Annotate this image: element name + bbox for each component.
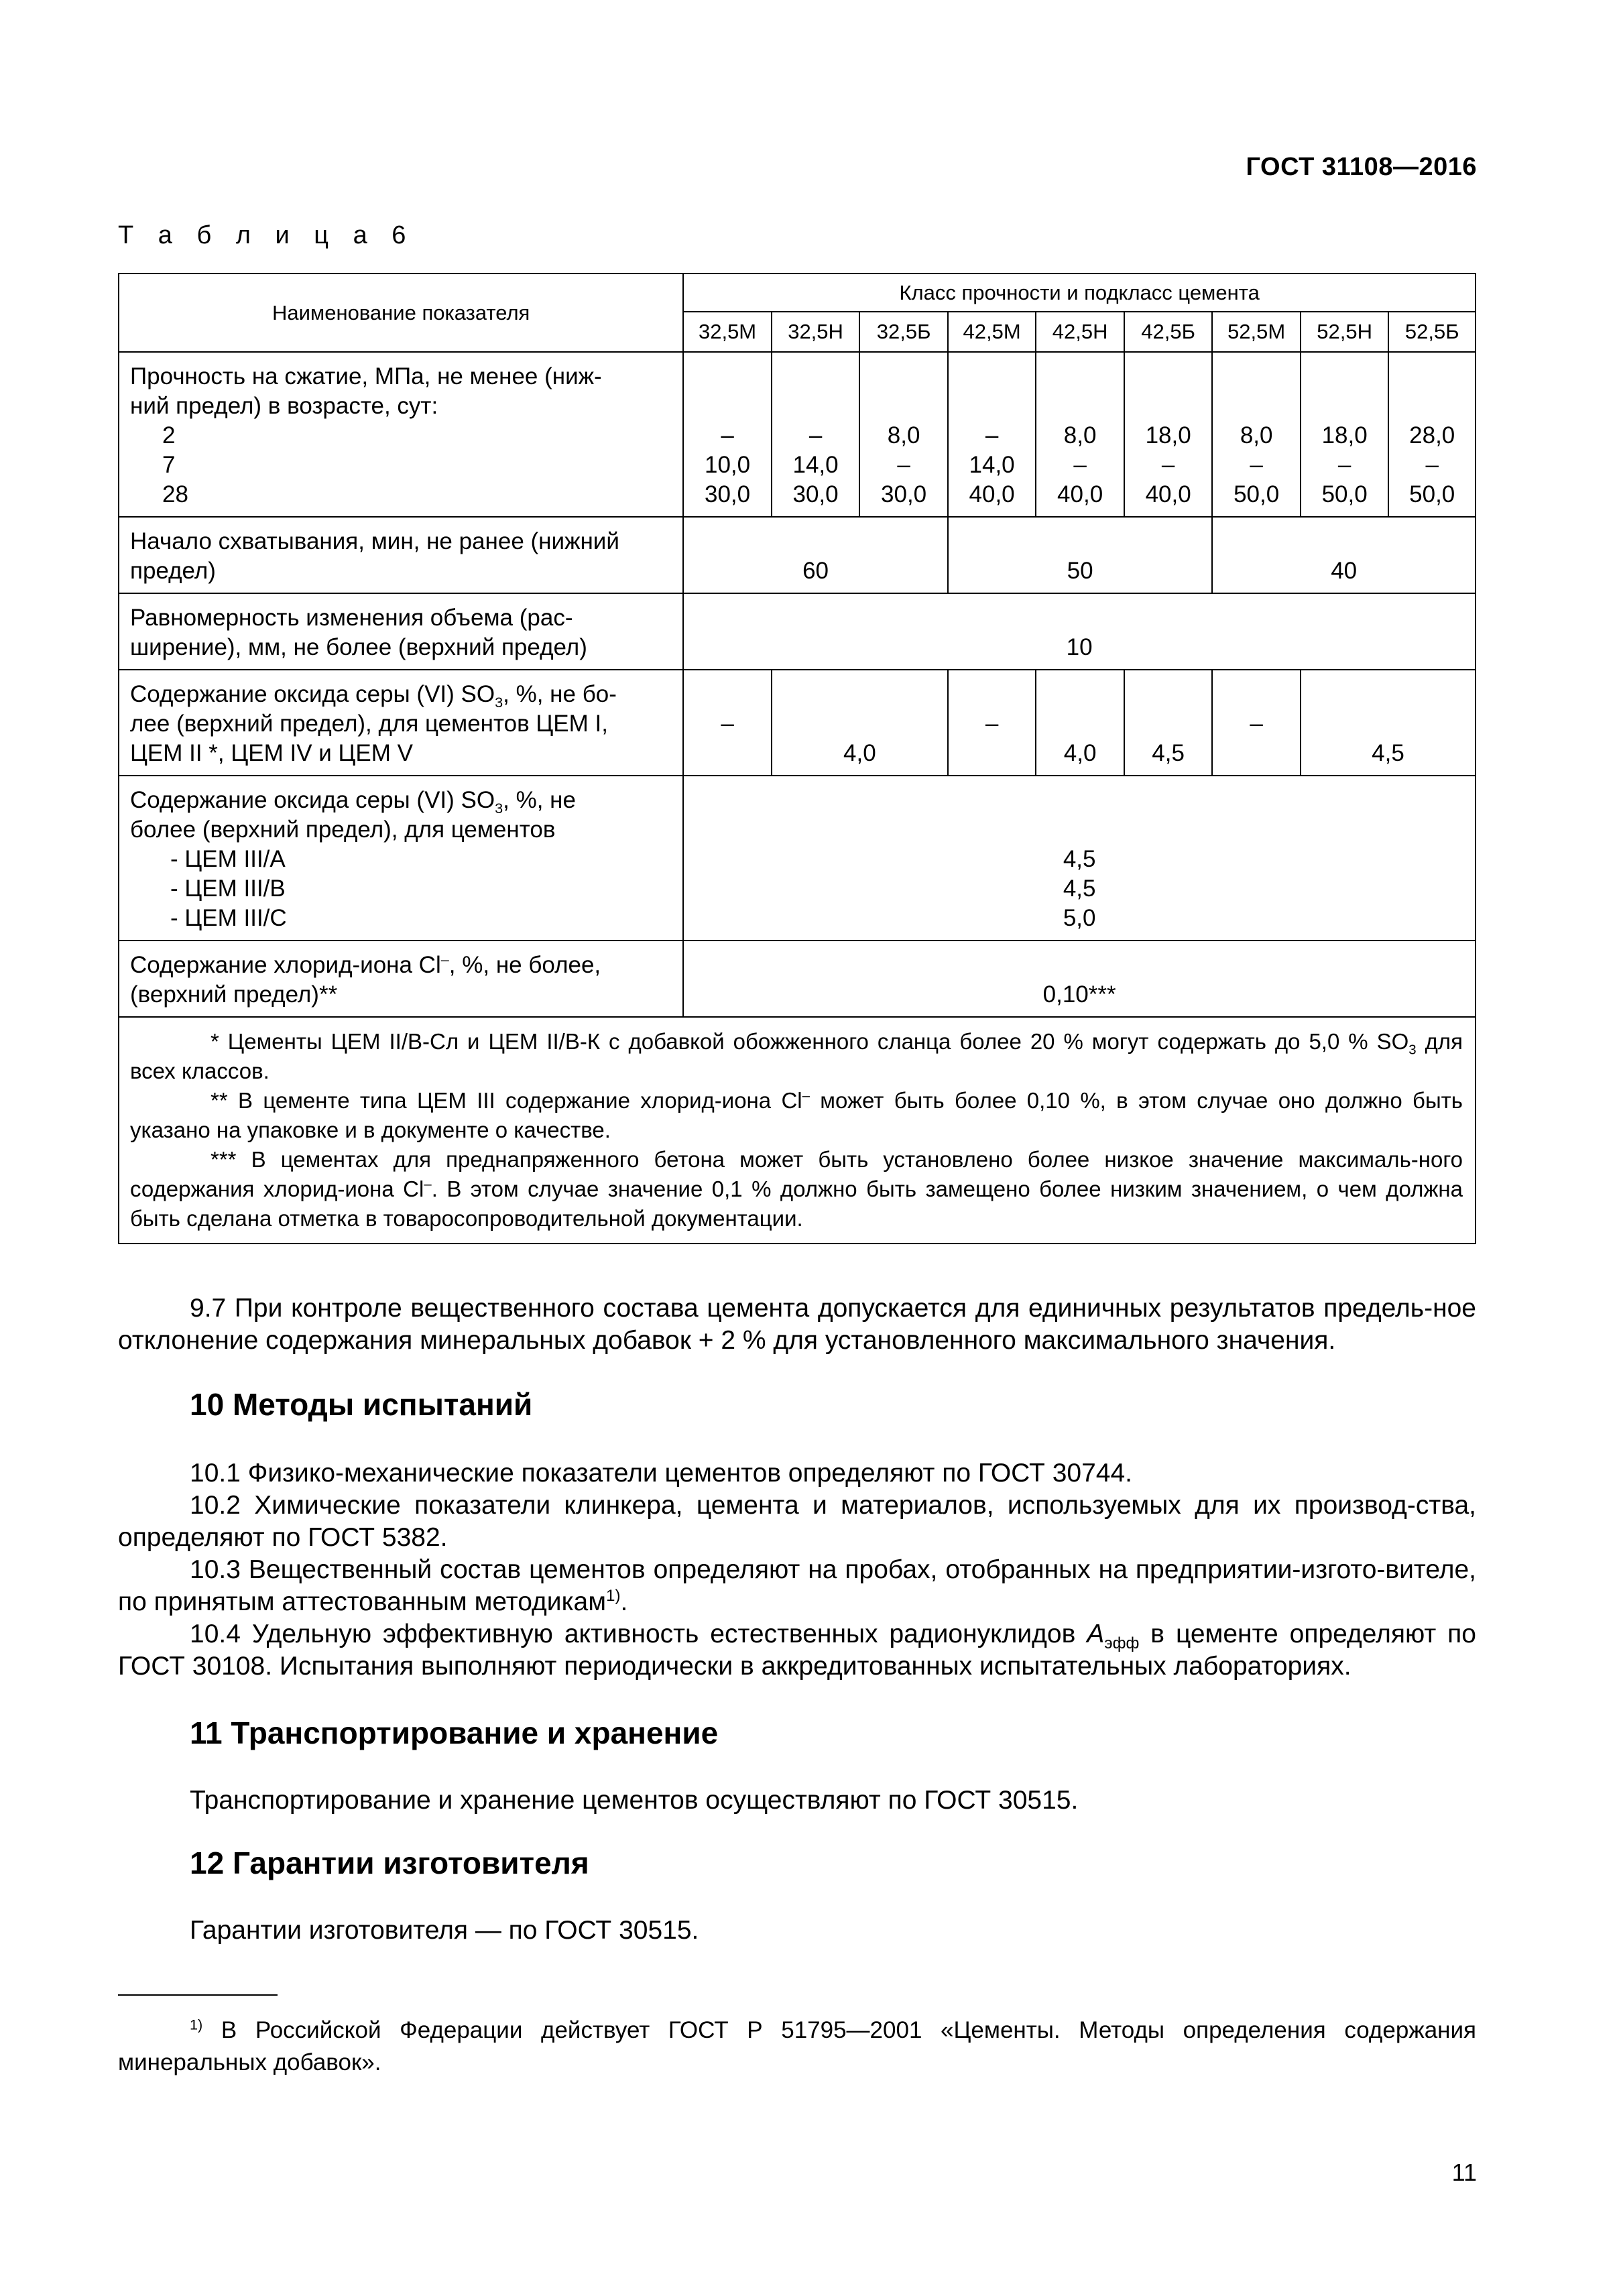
class-header: 52,5М bbox=[1212, 312, 1301, 352]
paragraph-9-7: 9.7 При контроле вещественного состава цемента допускается для единичных результатов предель-ное отклонение содержания минеральных добавок + 2 % для установленного максимального значения. bbox=[118, 1294, 1476, 1355]
class-header: 32,5Б bbox=[859, 312, 948, 352]
so3-dash: – bbox=[683, 670, 772, 776]
table-footnotes bbox=[119, 1017, 1476, 1244]
class-header: 32,5Н bbox=[772, 312, 860, 352]
strength-values-cell: 8,0 – 40,0 bbox=[1036, 352, 1124, 517]
table-row-soundness bbox=[119, 593, 1476, 670]
paragraph-10-3: 10.3 Вещественный состав цементов определяют на пробах, отобранных на предприятии-изгото-вителе, по принятым аттестованным методикам$^{1)}$. bbox=[118, 1555, 1476, 1616]
table-row-setting bbox=[119, 517, 1476, 593]
so3-dash: – bbox=[948, 670, 1036, 776]
age-label: 7 bbox=[162, 452, 176, 478]
setting-value: 60 bbox=[683, 517, 948, 593]
strength-values-cell: – 14,0 40,0 bbox=[948, 352, 1036, 517]
so3-cem3-values: 4,5 4,5 5,0 bbox=[683, 776, 1476, 941]
table-footnote: * Цементы ЦЕМ II/В-Сл и ЦЕМ II/В-К с добавкой обожженного сланца более 20 % могут содержать до 5,0 % $SO_3$ для всех классов. bbox=[130, 1029, 1463, 1083]
paragraph-11: Транспортирование и хранение цементов осуществляют по ГОСТ 30515. bbox=[190, 1786, 1079, 1815]
table-row-so3-cem3 bbox=[119, 776, 1476, 941]
table-header-row bbox=[119, 274, 1476, 312]
cement-requirements-table bbox=[118, 273, 1476, 1244]
so3-cem3-label: Содержание оксида серы (VI) $SO_3$, %, не более (верхний предел), для цементов - ЦЕМ III/А - ЦЕМ III/В - ЦЕМ III/С bbox=[119, 776, 683, 941]
class-header: 42,5Б bbox=[1124, 312, 1213, 352]
so3-value: 4,5 bbox=[1124, 670, 1213, 776]
class-header: 52,5Н bbox=[1301, 312, 1389, 352]
strength-values-cell: 18,0 – 40,0 bbox=[1124, 352, 1213, 517]
so3-value: 4,0 bbox=[772, 670, 948, 776]
section-title-11: 11 Транспортирование и хранение bbox=[190, 1715, 719, 1750]
table-footnotes-row bbox=[119, 1017, 1476, 1244]
section-10-paragraphs bbox=[118, 1457, 1476, 1683]
class-header: 52,5Б bbox=[1388, 312, 1476, 352]
paragraph-10-2: 10.2 Химические показатели клинкера, цемента и материалов, используемых для их производ-ства, определяют по ГОСТ 5382. bbox=[118, 1491, 1476, 1552]
class-header: 42,5Н bbox=[1036, 312, 1124, 352]
strength-values-cell: 28,0 – 50,0 bbox=[1388, 352, 1476, 517]
paragraph-10-1: 10.1 Физико-механические показатели цементов определяют по ГОСТ 30744. bbox=[190, 1459, 1132, 1488]
setting-value: 50 bbox=[948, 517, 1213, 593]
so3-dash: – bbox=[1212, 670, 1301, 776]
document-code: ГОСТ 31108—2016 bbox=[1246, 153, 1477, 181]
soundness-label: Равномерность изменения объема (рас- ширение), мм, не более (верхний предел) bbox=[119, 593, 683, 670]
so3-value: 4,5 bbox=[1301, 670, 1476, 776]
section-title-10: 10 Методы испытаний bbox=[190, 1387, 533, 1422]
strength-values-cell: 8,0 – 30,0 bbox=[859, 352, 948, 517]
cement-type-label: - ЦЕМ III/А bbox=[170, 846, 286, 872]
table-row-so3-general bbox=[119, 670, 1476, 776]
setting-value: 40 bbox=[1212, 517, 1476, 593]
cement-type-label: - ЦЕМ III/С bbox=[170, 905, 287, 931]
table-footnote: ** В цементе типа ЦЕМ III содержание хлорид-иона Cl– может быть более 0,10 %, в этом случае оно должно быть указано на упаковке и в документе о качестве. bbox=[130, 1088, 1463, 1142]
paragraph-10-4: 10.4 Удельную эффективную активность естественных радионуклидов $A_{эфф}$ в цементе определяют по ГОСТ 30108. Испытания выполняют периодически в аккредитованных испытательных лабораториях. bbox=[118, 1620, 1476, 1681]
strength-values-cell: 18,0 – 50,0 bbox=[1301, 352, 1389, 517]
age-label: 28 bbox=[162, 481, 188, 507]
table-row-strength bbox=[119, 352, 1476, 517]
strength-values-cell: 8,0 – 50,0 bbox=[1212, 352, 1301, 517]
page-footnote: $^{1)}$ В Российской Федерации действует ГОСТ Р 51795—2001 «Цементы. Методы определения содержания минеральных добавок». bbox=[118, 2016, 1476, 2075]
age-label: 2 bbox=[162, 422, 176, 448]
strength-values-cell: – 10,0 30,0 bbox=[683, 352, 772, 517]
cement-type-label: - ЦЕМ III/В bbox=[170, 875, 286, 902]
strength-label: Прочность на сжатие, МПа, не менее (ниж- ний предел) в возрасте, сут: 2 7 28 bbox=[119, 352, 683, 517]
setting-label: Начало схватывания, мин, не ранее (нижний предел) bbox=[119, 517, 683, 593]
soundness-value: 10 bbox=[683, 593, 1476, 670]
chloride-value: 0,10*** bbox=[683, 941, 1476, 1017]
table-footnote: *** В цементах для преднапряженного бетона может быть установлено более низкое значение максималь-ного содержания хлорид-иона Cl–. В этом случае значение 0,1 % должно быть замещено более низким значением, о чем должна быть сделана отметка в товаросопроводительной документации. bbox=[130, 1147, 1463, 1231]
page-number: 11 bbox=[1451, 2159, 1477, 2186]
chloride-label: Содержание хлорид-иона Cl–, %, не более, (верхний предел)** bbox=[119, 941, 683, 1017]
class-header: 42,5М bbox=[948, 312, 1036, 352]
footnote-divider bbox=[118, 1994, 278, 1996]
strength-class-group-header: Класс прочности и подкласс цемента bbox=[683, 274, 1476, 312]
so3-general-label: Содержание оксида серы (VI) $SO_3$, %, не бо- лее (верхний предел), для цементов ЦЕМ I, ЦЕМ II *, ЦЕМ IV и ЦЕМ V bbox=[119, 670, 683, 776]
table-row-chloride bbox=[119, 941, 1476, 1017]
indicator-column-header: Наименование показателя bbox=[119, 274, 683, 352]
section-title-12: 12 Гарантии изготовителя bbox=[190, 1846, 589, 1880]
paragraph-12: Гарантии изготовителя — по ГОСТ 30515. bbox=[190, 1916, 699, 1945]
class-header: 32,5М bbox=[683, 312, 772, 352]
strength-values-cell: – 14,0 30,0 bbox=[772, 352, 860, 517]
so3-value: 4,0 bbox=[1036, 670, 1124, 776]
table-caption: Т а б л и ц а 6 bbox=[118, 221, 415, 249]
